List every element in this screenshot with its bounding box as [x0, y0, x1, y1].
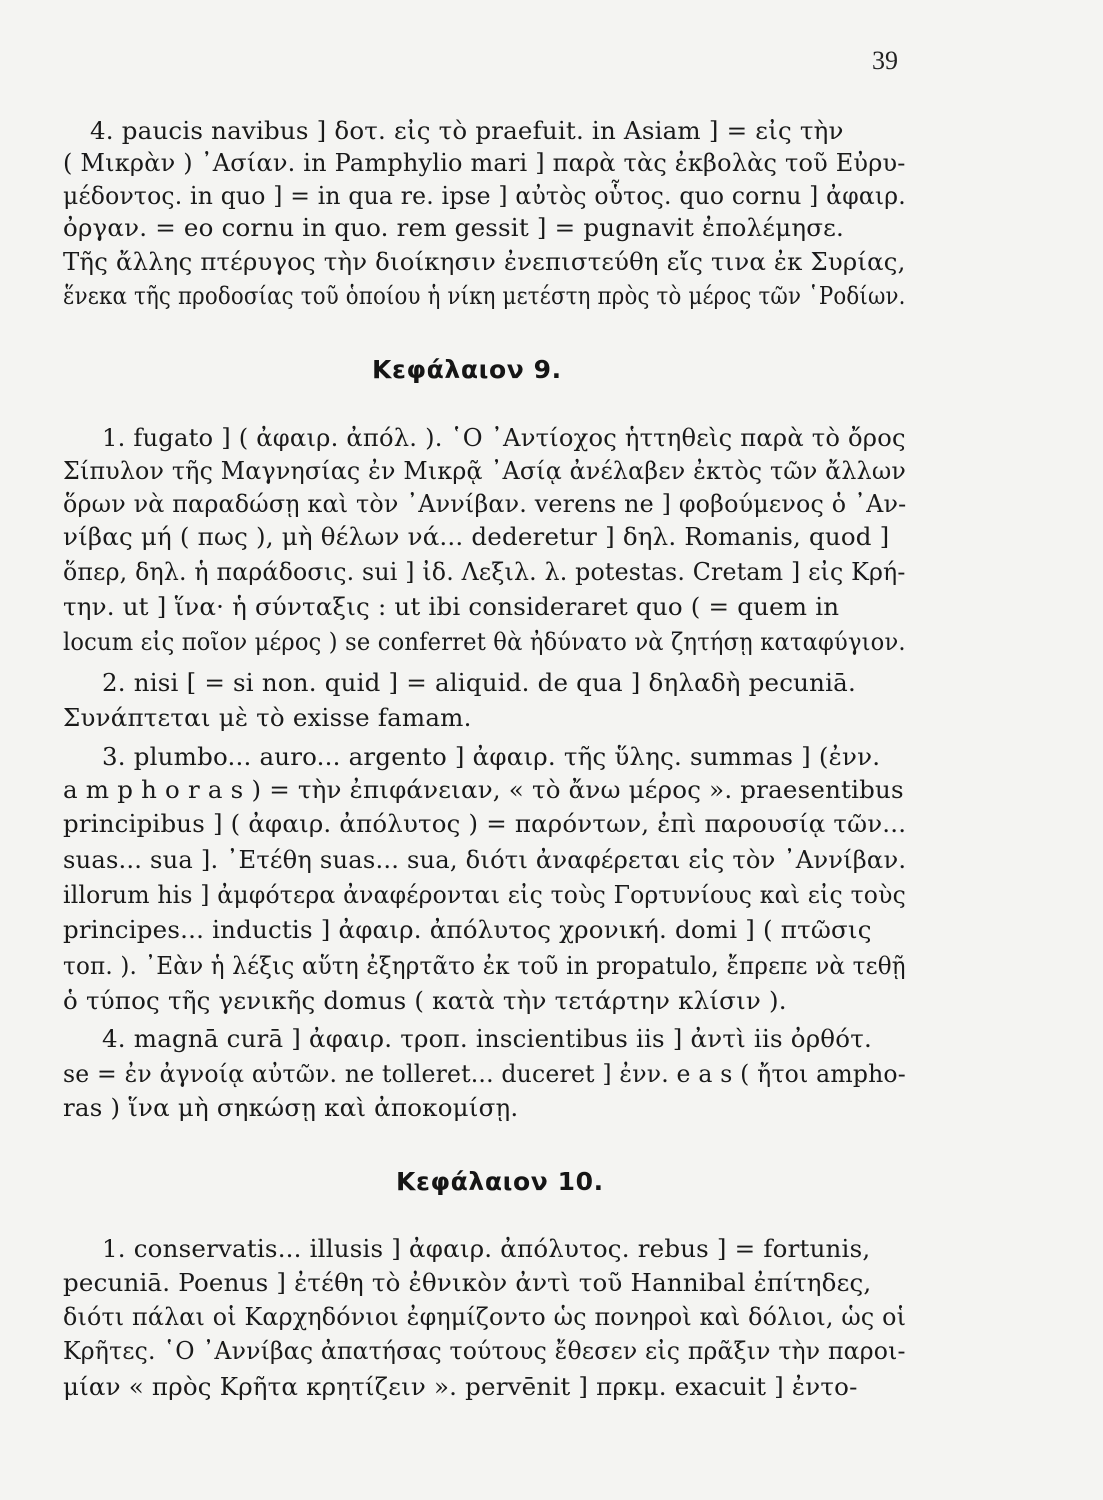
- text-line: Συνάπτεται μὲ τὸ exisse famam.: [63, 703, 472, 732]
- text-line: νίβας μή ( πως ), μὴ θέλων νά... dederetur ] δηλ. Romanis, quod ]: [63, 522, 890, 551]
- text-line: ras ) ἵνα μὴ σηκώσῃ καὶ ἀποκομίσῃ.: [63, 1093, 519, 1122]
- text-line: ( Μικρὰν ) ᾿Ασίαν. in Pamphylio mari ] παρὰ τὰς ἐκβολὰς τοῦ Εὐρυ-: [63, 148, 906, 177]
- chapter-heading: Κεφάλαιον 10.: [396, 1167, 604, 1196]
- text-line: Σίπυλον τῆς Μαγνησίας ἐν Μικρᾷ ᾿Ασίᾳ ἀνέλαβεν ἐκτὸς τῶν ἄλλων: [63, 456, 906, 485]
- chapter-heading: Κεφάλαιον 9.: [372, 355, 562, 384]
- text-line: se = ἐν ἀγνοίᾳ αὐτῶν. ne tolleret... duceret ] ἐνν. e a s ( ἤτοι ampho-: [63, 1059, 906, 1088]
- text-line: locum εἰς ποῖον μέρος ) se conferret θὰ ἠδύνατο νὰ ζητήσῃ καταφύγιον.: [63, 627, 906, 656]
- text-line: Κρῆτες. ῾Ο ᾿Αννίβας ἀπατήσας τούτους ἔθεσεν εἰς πρᾶξιν τὴν παροι-: [63, 1336, 906, 1365]
- text-line: suas... sua ]. ᾿Ετέθη suas... sua, διότι ἀναφέρεται εἰς τὸν ᾿Αννίβαν.: [63, 845, 907, 874]
- text-line: 1. conservatis... illusis ] ἀφαιρ. ἀπόλυτος. rebus ] = fortunis,: [102, 1234, 871, 1263]
- text-line: ἕνεκα τῆς προδοσίας τοῦ ὁποίου ἡ νίκη μετέστη πρὸς τὸ μέρος τῶν ῾Ροδίων.: [63, 281, 906, 310]
- text-line: principibus ] ( ἀφαιρ. ἀπόλυτος ) = παρόντων, ἐπὶ παρουσίᾳ τῶν...: [63, 809, 907, 838]
- text-line: 1. fugato ] ( ἀφαιρ. ἀπόλ. ). ῾Ο ᾿Αντίοχος ἡττηθεὶς παρὰ τὸ ὄρος: [102, 423, 906, 452]
- text-line: την. ut ] ἵνα· ἡ σύνταξις : ut ibi consideraret quo ( = quem in: [63, 592, 840, 621]
- text-line: 4. magnā curā ] ἀφαιρ. τροπ. inscientibus iis ] ἀντὶ iis ὀρθότ.: [102, 1024, 872, 1053]
- text-line: 3. plumbo... auro... argento ] ἀφαιρ. τῆς ὕλης. summas ] (ἐνν.: [102, 742, 881, 771]
- text-line: μέδοντος. in quo ] = in qua re. ipse ] αὐτὸς οὗτος. quo cornu ] ἀφαιρ.: [63, 181, 906, 210]
- text-line: ὀργαν. = eo cornu in quo. rem gessit ] = pugnavit ἐπολέμησε.: [63, 213, 845, 242]
- text-line: pecuniā. Poenus ] ἐτέθη τὸ ἐθνικὸν ἀντὶ τοῦ Hannibal ἐπίτηδες,: [63, 1268, 872, 1297]
- text-line: διότι πάλαι οἱ Καρχηδόνιοι ἐφημίζοντο ὡς πονηροὶ καὶ δόλιοι, ὡς οἱ: [63, 1302, 907, 1331]
- text-line: μίαν « πρὸς Κρῆτα κρητίζειν ». pervēnit ] πρκμ. exacuit ] ἐντο-: [63, 1372, 858, 1401]
- text-line: ὁ τύπος τῆς γενικῆς domus ( κατὰ τὴν τετάρτην κλίσιν ).: [63, 986, 787, 1015]
- page-number: 39: [872, 46, 898, 75]
- text-line: τοπ. ). ᾿Εὰν ἡ λέξις αὕτη ἐξηρτᾶτο ἐκ τοῦ in propatulo, ἔπρεπε νὰ τεθῇ: [63, 951, 906, 980]
- text-line: Τῆς ἄλλης πτέρυγος τὴν διοίκησιν ἐνεπιστεύθη εἴς τινα ἐκ Συρίας,: [63, 247, 906, 276]
- text-line: ὅρων νὰ παραδώσῃ καὶ τὸν ᾿Αννίβαν. verens ne ] φοβούμενος ὁ ᾿Αν-: [63, 489, 907, 518]
- text-line: principes... inductis ] ἀφαιρ. ἀπόλυτος χρονική. domi ] ( πτῶσις: [63, 915, 872, 944]
- text-line: ὅπερ, δηλ. ἡ παράδοσις. sui ] ἰδ. Λεξιλ. λ. potestas. Cretam ] εἰς Κρή-: [63, 557, 906, 586]
- text-line: 2. nisi [ = si non. quid ] = aliquid. de qua ] δηλαδὴ pecuniā.: [102, 668, 856, 697]
- text-line: illorum his ] ἀμφότερα ἀναφέρονται εἰς τοὺς Γορτυνίους καὶ εἰς τοὺς: [63, 880, 906, 909]
- text-line: 4. paucis navibus ] δοτ. εἰς τὸ praefuit. in Asiam ] = εἰς τὴν: [90, 116, 844, 145]
- text-line: a m p h o r a s ) = τὴν ἐπιφάνειαν, « τὸ ἄνω μέρος ». praesentibus: [63, 775, 904, 804]
